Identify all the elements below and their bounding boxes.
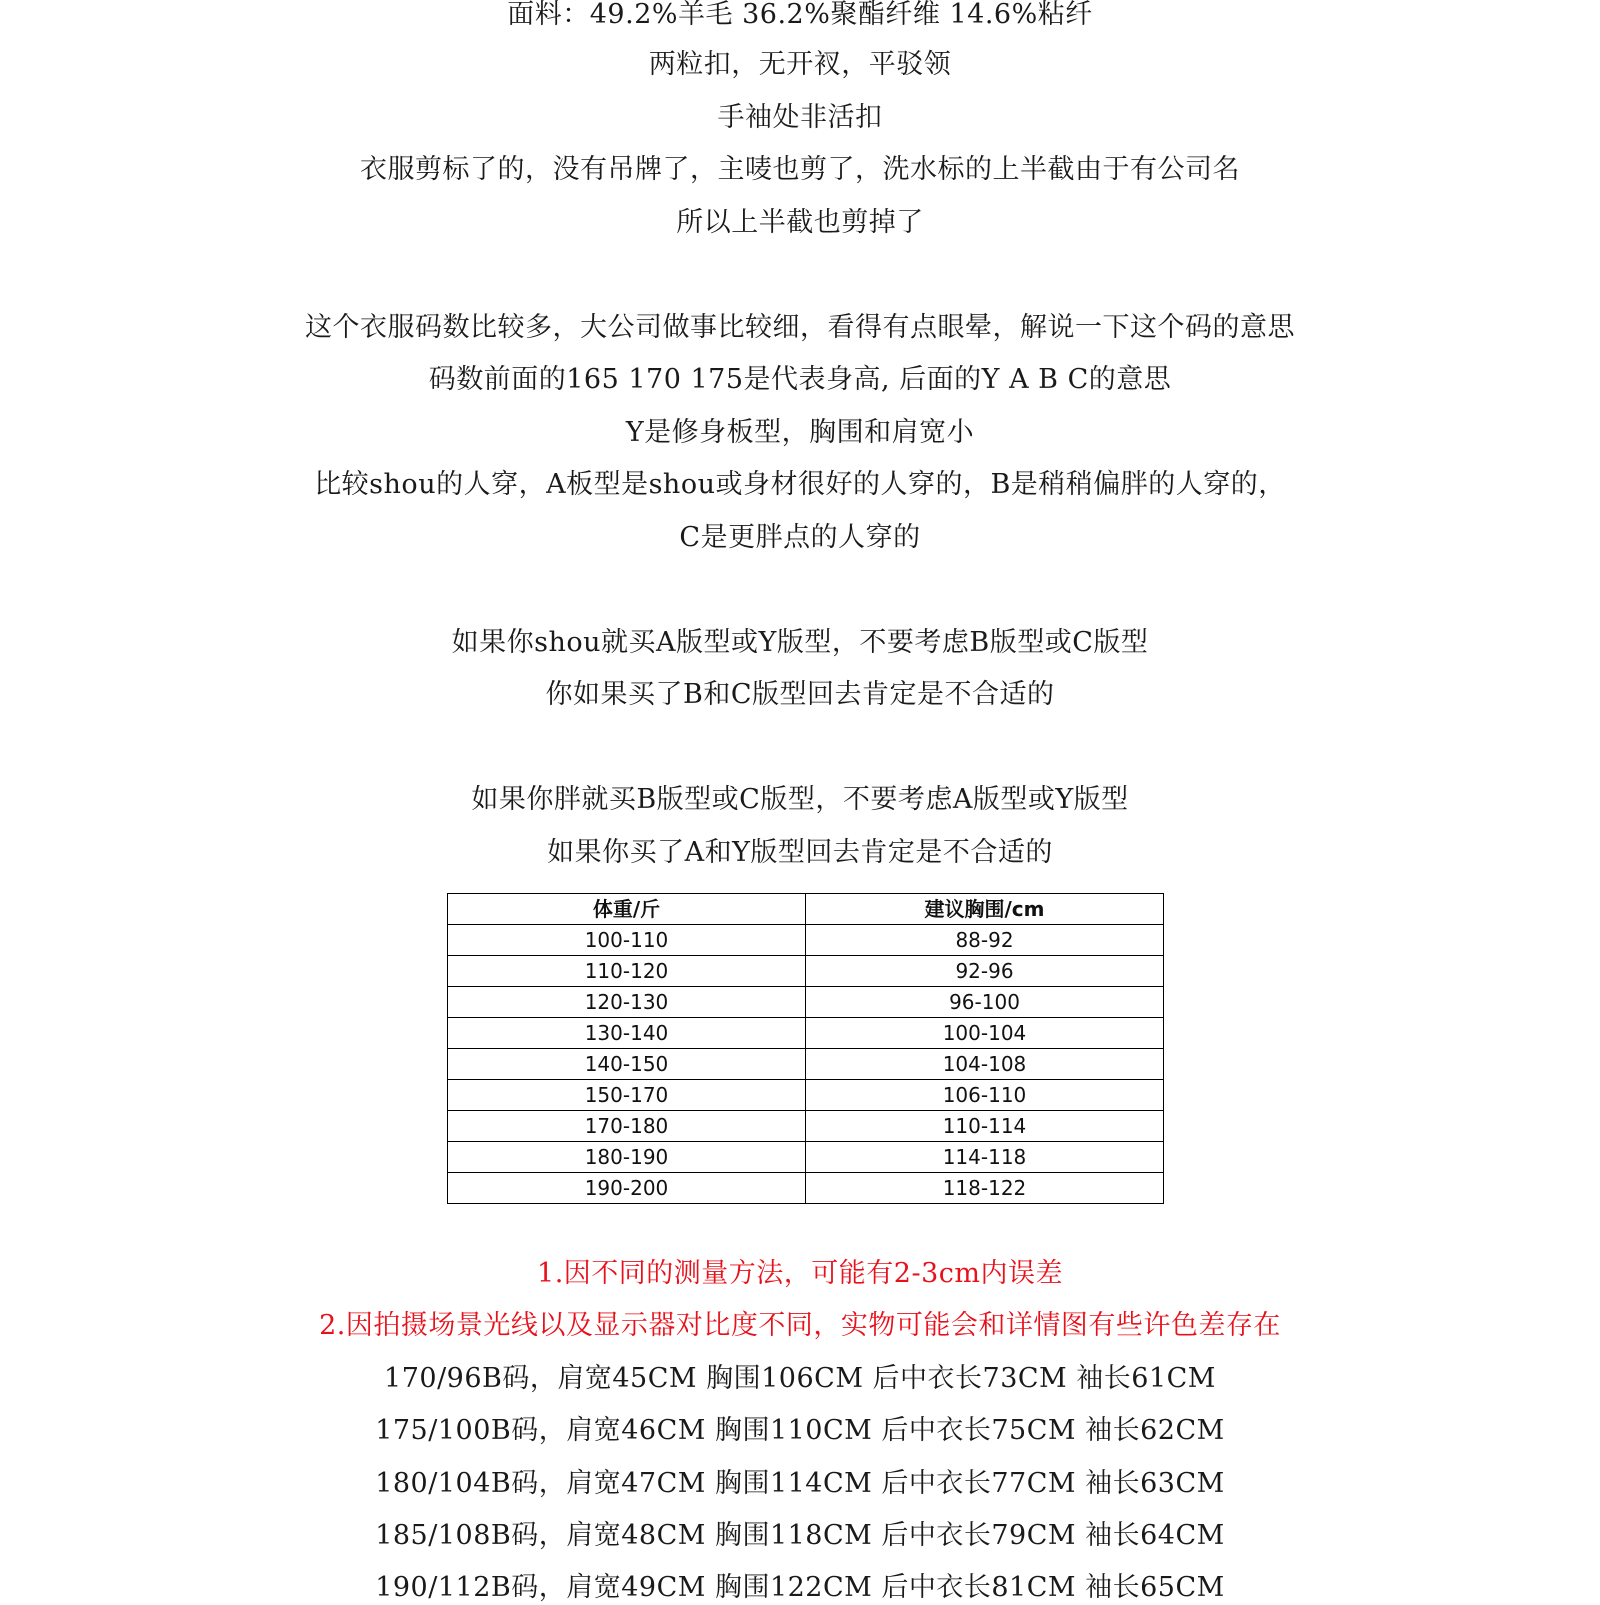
chest-cell: 110-114 xyxy=(806,1111,1164,1142)
header-weight: 体重/斤 xyxy=(448,894,806,925)
sleeve-button-line: 手袖处非活扣 xyxy=(717,102,883,133)
table-row xyxy=(448,1111,1164,1142)
size-explain-intro: 这个衣服码数比较多，大公司做事比较细，看得有点眼晕，解说一下这个码的意思 xyxy=(305,312,1295,343)
chest-cell: 88-92 xyxy=(806,925,1164,956)
weight-cell: 190-200 xyxy=(448,1173,806,1204)
weight-chest-table xyxy=(447,893,1164,1204)
table-row xyxy=(448,925,1164,956)
thin-advice-line: 如果你shou就买A版型或Y版型，不要考虑B版型或C版型 xyxy=(451,627,1149,658)
fabric-line: 面料：49.2%羊毛 36.2%聚酯纤维 14.6%粘纤 xyxy=(507,0,1093,30)
size-explain-height: 码数前面的165 170 175是代表身高, 后面的Y A B C的意思 xyxy=(428,364,1172,395)
weight-cell: 170-180 xyxy=(448,1111,806,1142)
size-line-185: 185/108B码，肩宽48CM 胸围118CM 后中衣长79CM 袖长64CM xyxy=(375,1520,1225,1551)
fat-advice-line: 如果你胖就买B版型或C版型，不要考虑A版型或Y版型 xyxy=(471,784,1129,815)
table-row xyxy=(448,1173,1164,1204)
chest-cell: 92-96 xyxy=(806,956,1164,987)
label-cut-line-2: 所以上半截也剪掉了 xyxy=(676,207,924,238)
table-row xyxy=(448,1018,1164,1049)
size-line-180: 180/104B码，肩宽47CM 胸围114CM 后中衣长77CM 袖长63CM xyxy=(375,1468,1225,1499)
weight-cell: 140-150 xyxy=(448,1049,806,1080)
size-explain-ab: 比较shou的人穿，A板型是shou或身材很好的人穿的，B是稍稍偏胖的人穿的， xyxy=(314,469,1286,500)
label-cut-line: 衣服剪标了的，没有吊牌了，主唛也剪了，洗水标的上半截由于有公司名 xyxy=(360,154,1240,185)
chest-cell: 96-100 xyxy=(806,987,1164,1018)
weight-cell: 150-170 xyxy=(448,1080,806,1111)
size-explain-y: Y是修身板型，胸围和肩宽小 xyxy=(625,417,975,448)
note-color-difference: 2.因拍摄场景光线以及显示器对比度不同，实物可能会和详情图有些许色差存在 xyxy=(319,1310,1281,1341)
table-row xyxy=(448,1080,1164,1111)
chest-cell: 104-108 xyxy=(806,1049,1164,1080)
chest-cell: 100-104 xyxy=(806,1018,1164,1049)
note-measurement-error: 1.因不同的测量方法，可能有2-3cm内误差 xyxy=(537,1258,1063,1289)
weight-cell: 100-110 xyxy=(448,925,806,956)
chest-cell: 114-118 xyxy=(806,1142,1164,1173)
chest-cell: 118-122 xyxy=(806,1173,1164,1204)
fat-advice-warning: 如果你买了A和Y版型回去肯定是不合适的 xyxy=(547,837,1053,868)
weight-cell: 180-190 xyxy=(448,1142,806,1173)
button-style-line: 两粒扣，无开衩，平驳领 xyxy=(648,49,952,80)
table-row xyxy=(448,956,1164,987)
weight-cell: 120-130 xyxy=(448,987,806,1018)
chest-cell: 106-110 xyxy=(806,1080,1164,1111)
table-header-row xyxy=(448,894,1164,925)
weight-cell: 110-120 xyxy=(448,956,806,987)
table-row xyxy=(448,1049,1164,1080)
size-line-190: 190/112B码，肩宽49CM 胸围122CM 后中衣长81CM 袖长65CM xyxy=(375,1572,1225,1603)
table-row xyxy=(448,987,1164,1018)
size-line-170: 170/96B码，肩宽45CM 胸围106CM 后中衣长73CM 袖长61CM xyxy=(384,1363,1216,1394)
size-explain-c: C是更胖点的人穿的 xyxy=(679,522,921,553)
size-line-175: 175/100B码，肩宽46CM 胸围110CM 后中衣长75CM 袖长62CM xyxy=(375,1415,1225,1446)
table-row xyxy=(448,1142,1164,1173)
thin-advice-warning: 你如果买了B和C版型回去肯定是不合适的 xyxy=(545,679,1055,710)
weight-cell: 130-140 xyxy=(448,1018,806,1049)
header-chest: 建议胸围/cm xyxy=(806,894,1164,925)
